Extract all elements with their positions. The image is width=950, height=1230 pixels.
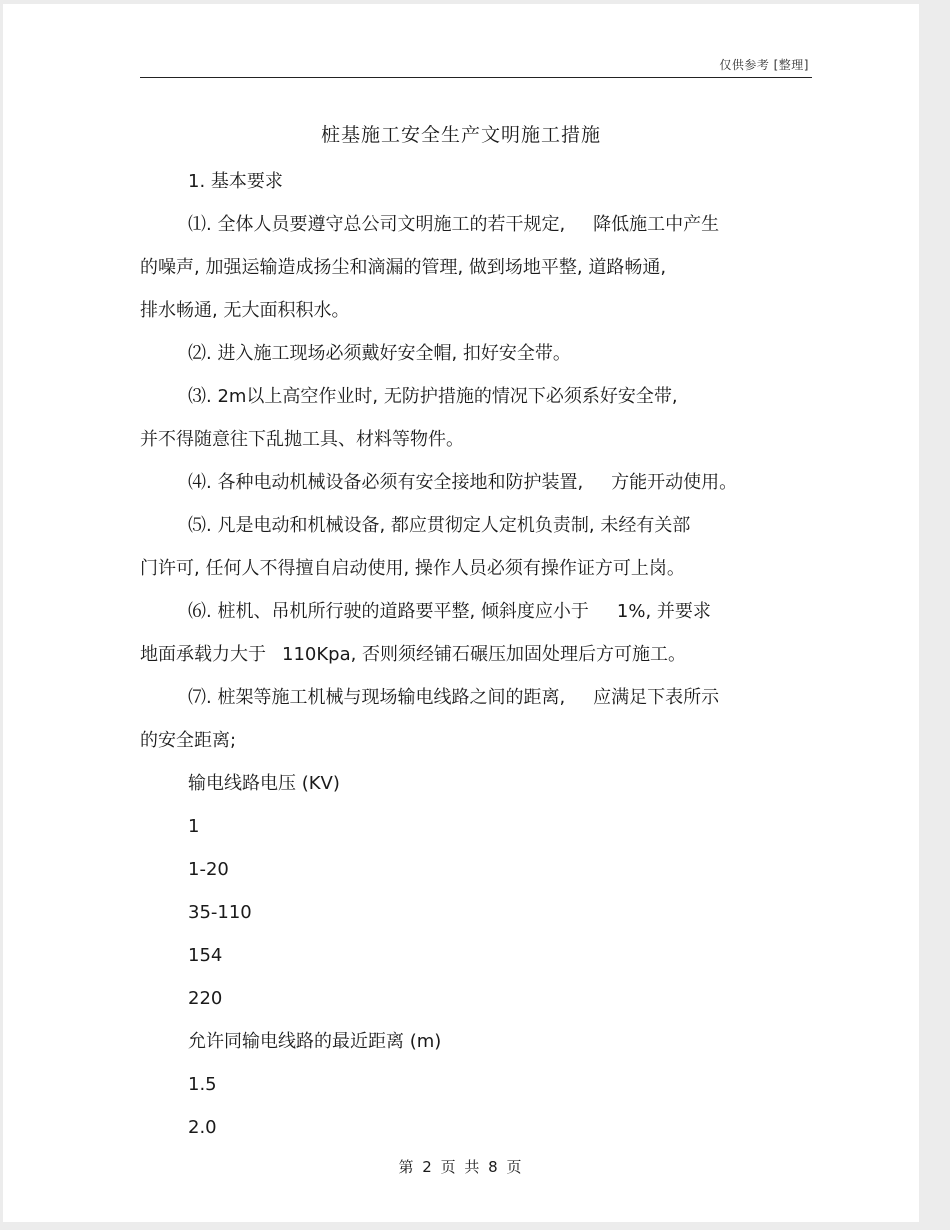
document-body (140, 160, 812, 1149)
document-page (3, 4, 919, 1222)
item-6-line-1 (140, 590, 812, 633)
document-title: 桩基施工安全生产文明施工措施 (320, 124, 601, 146)
voltage-value: 35-110 (188, 902, 252, 923)
item-6-text-c: 地面承载力大于 (140, 644, 266, 665)
section-heading: 1. 基本要求 (188, 171, 283, 192)
item-6-text-d: 110Kpa, 否则须经铺石碾压加固处理后方可施工。 (282, 644, 687, 665)
item-7-line-2: 的安全距离; (140, 730, 237, 751)
item-2: ⑵. 进入施工现场必须戴好安全帽, 扣好安全带。 (188, 343, 571, 364)
item-7-text-a: ⑺. 桩架等施工机械与现场输电线路之间的距离, (188, 687, 566, 708)
item-1-line-2: 的噪声, 加强运输造成扬尘和滴漏的管理, 做到场地平整, 道路畅通, (140, 257, 667, 278)
item-4-line-1 (140, 461, 812, 504)
distance-value: 1.5 (188, 1074, 217, 1095)
item-6-text-b: 1%, 并要求 (616, 601, 711, 622)
voltage-value: 220 (188, 988, 223, 1009)
voltage-value: 154 (188, 945, 223, 966)
voltage-value: 1 (188, 816, 200, 837)
item-4-text-b: 方能开动使用。 (611, 472, 738, 493)
item-7-text-b: 应满足下表所示 (593, 687, 720, 708)
distance-value: 2.0 (188, 1117, 217, 1138)
distance-header: 允许同输电线路的最近距离 (m) (188, 1031, 442, 1052)
item-1-line-1 (140, 203, 812, 246)
item-1-text-a: ⑴. 全体人员要遵守总公司文明施工的若干规定, (188, 214, 566, 235)
header-rule (140, 77, 812, 78)
item-3-line-1: ⑶. 2m以上高空作业时, 无防护措施的情况下必须系好安全带, (188, 386, 678, 407)
item-1-text-b: 降低施工中产生 (593, 214, 720, 235)
header-note: 仅供参考 [整理] (719, 58, 809, 72)
item-6-text-a: ⑹. 桩机、吊机所行驶的道路要平整, 倾斜度应小于 (188, 601, 589, 622)
item-7-line-1 (140, 676, 812, 719)
item-4-text-a: ⑷. 各种电动机械设备必须有安全接地和防护装置, (188, 472, 584, 493)
voltage-value: 1-20 (188, 859, 229, 880)
item-1-line-3: 排水畅通, 无大面积积水。 (140, 300, 350, 321)
voltage-header: 输电线路电压 (KV) (188, 773, 340, 794)
item-6-line-2 (140, 633, 812, 676)
page-footer: 第 2 页 共 8 页 (398, 1158, 524, 1176)
item-5-line-1: ⑸. 凡是电动和机械设备, 都应贯彻定人定机负责制, 未经有关部 (188, 515, 691, 536)
item-5-line-2: 门许可, 任何人不得擅自启动使用, 操作人员必须有操作证方可上岗。 (140, 558, 685, 579)
item-3-line-2: 并不得随意往下乱抛工具、材料等物件。 (140, 429, 464, 450)
